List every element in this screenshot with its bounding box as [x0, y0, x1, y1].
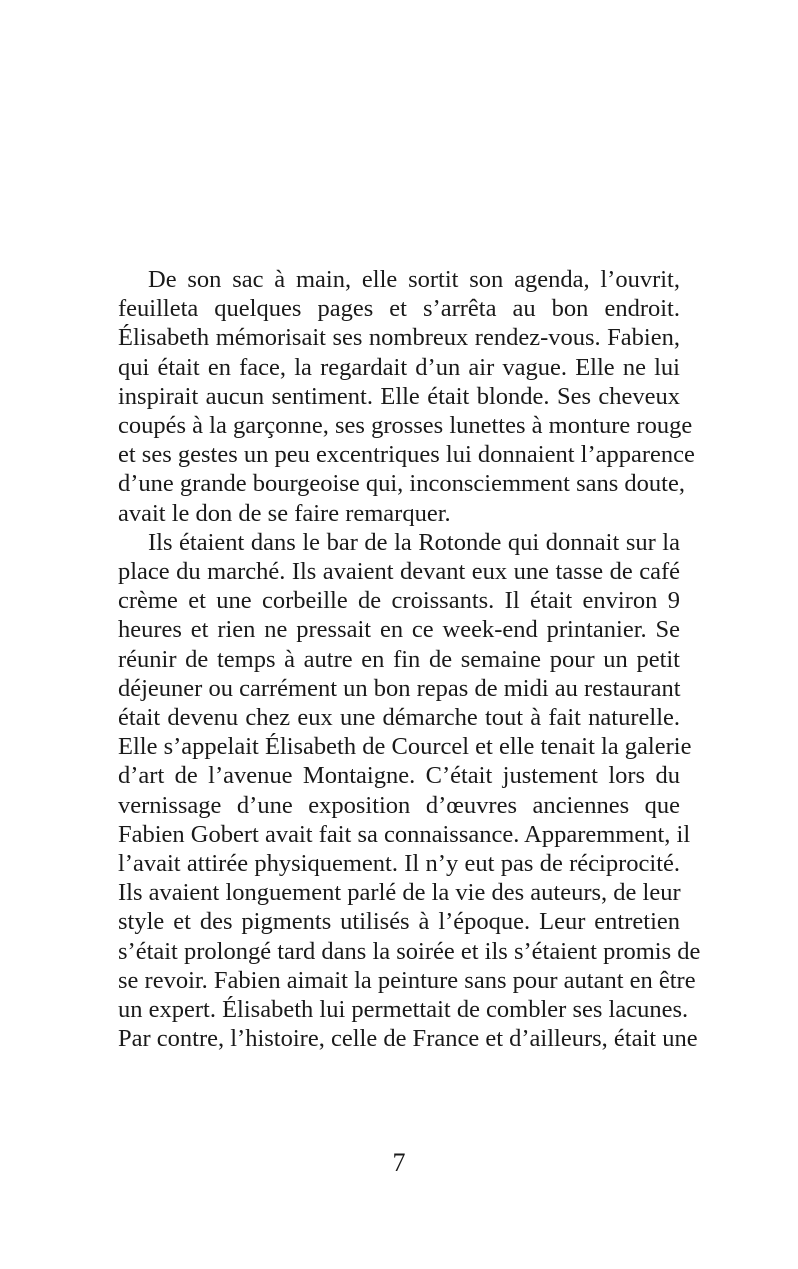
- text-line: De son sac à main, elle sortit son agenda, l’ouvrit,: [148, 266, 680, 293]
- text-line: d’une grande bourgeoise qui, inconsciemment sans doute,: [118, 470, 685, 498]
- text-line: avait le don de se faire remarquer.: [118, 499, 451, 527]
- paragraph-2: [118, 528, 701, 1054]
- text-line: Ils étaient dans le bar de la Rotonde qui donnait sur la: [148, 528, 680, 556]
- text-line: qui était en face, la regardait d’un air vague. Elle ne lui: [118, 353, 680, 381]
- text-line: s’était prolongé tard dans la soirée et ils s’étaient promis de: [118, 937, 701, 965]
- text-line: heures et rien ne pressait en ce week-end printanier. Se: [118, 616, 680, 644]
- text-line: déjeuner ou carrément un bon repas de midi au restaurant: [118, 674, 681, 702]
- text-line: se revoir. Fabien aimait la peinture sans pour autant en être: [118, 966, 696, 994]
- text-line: Élisabeth mémorisait ses nombreux rendez-vous. Fabien,: [118, 324, 680, 352]
- text-line: d’art de l’avenue Montaigne. C’était justement lors du: [118, 762, 680, 790]
- text-line: l’avait attirée physiquement. Il n’y eut pas de réciprocité.: [118, 850, 680, 878]
- text-line: était devenu chez eux une démarche tout à fait naturelle.: [118, 704, 680, 732]
- text-line: place du marché. Ils avaient devant eux une tasse de café: [118, 558, 680, 586]
- text-line: Elle s’appelait Élisabeth de Courcel et elle tenait la galerie: [118, 733, 692, 761]
- text-line: coupés à la garçonne, ses grosses lunettes à monture rouge: [118, 412, 693, 440]
- text-line: Fabien Gobert avait fait sa connaissance. Apparemment, il: [118, 820, 691, 848]
- text-line: vernissage d’une exposition d’œuvres anciennes que: [118, 791, 680, 819]
- body-text: [118, 265, 701, 1053]
- text-line: et ses gestes un peu excentriques lui donnaient l’apparence: [118, 441, 695, 469]
- text-line: Ils avaient longuement parlé de la vie des auteurs, de leur: [118, 879, 681, 907]
- text-line: Par contre, l’histoire, celle de France et d’ailleurs, était une: [118, 1025, 698, 1053]
- text-line: style et des pigments utilisés à l’époque. Leur entretien: [118, 908, 680, 936]
- text-line: crème et une corbeille de croissants. Il était environ 9: [118, 587, 680, 615]
- text-line: feuilleta quelques pages et s’arrêta au bon endroit.: [118, 295, 680, 323]
- text-line: réunir de temps à autre en fin de semaine pour un petit: [118, 645, 680, 673]
- page-number: 7: [392, 1148, 406, 1177]
- text-line: un expert. Élisabeth lui permettait de combler ses lacunes.: [118, 996, 689, 1024]
- text-line: inspirait aucun sentiment. Elle était blonde. Ses cheveux: [118, 382, 680, 410]
- paragraph-1: [118, 265, 695, 528]
